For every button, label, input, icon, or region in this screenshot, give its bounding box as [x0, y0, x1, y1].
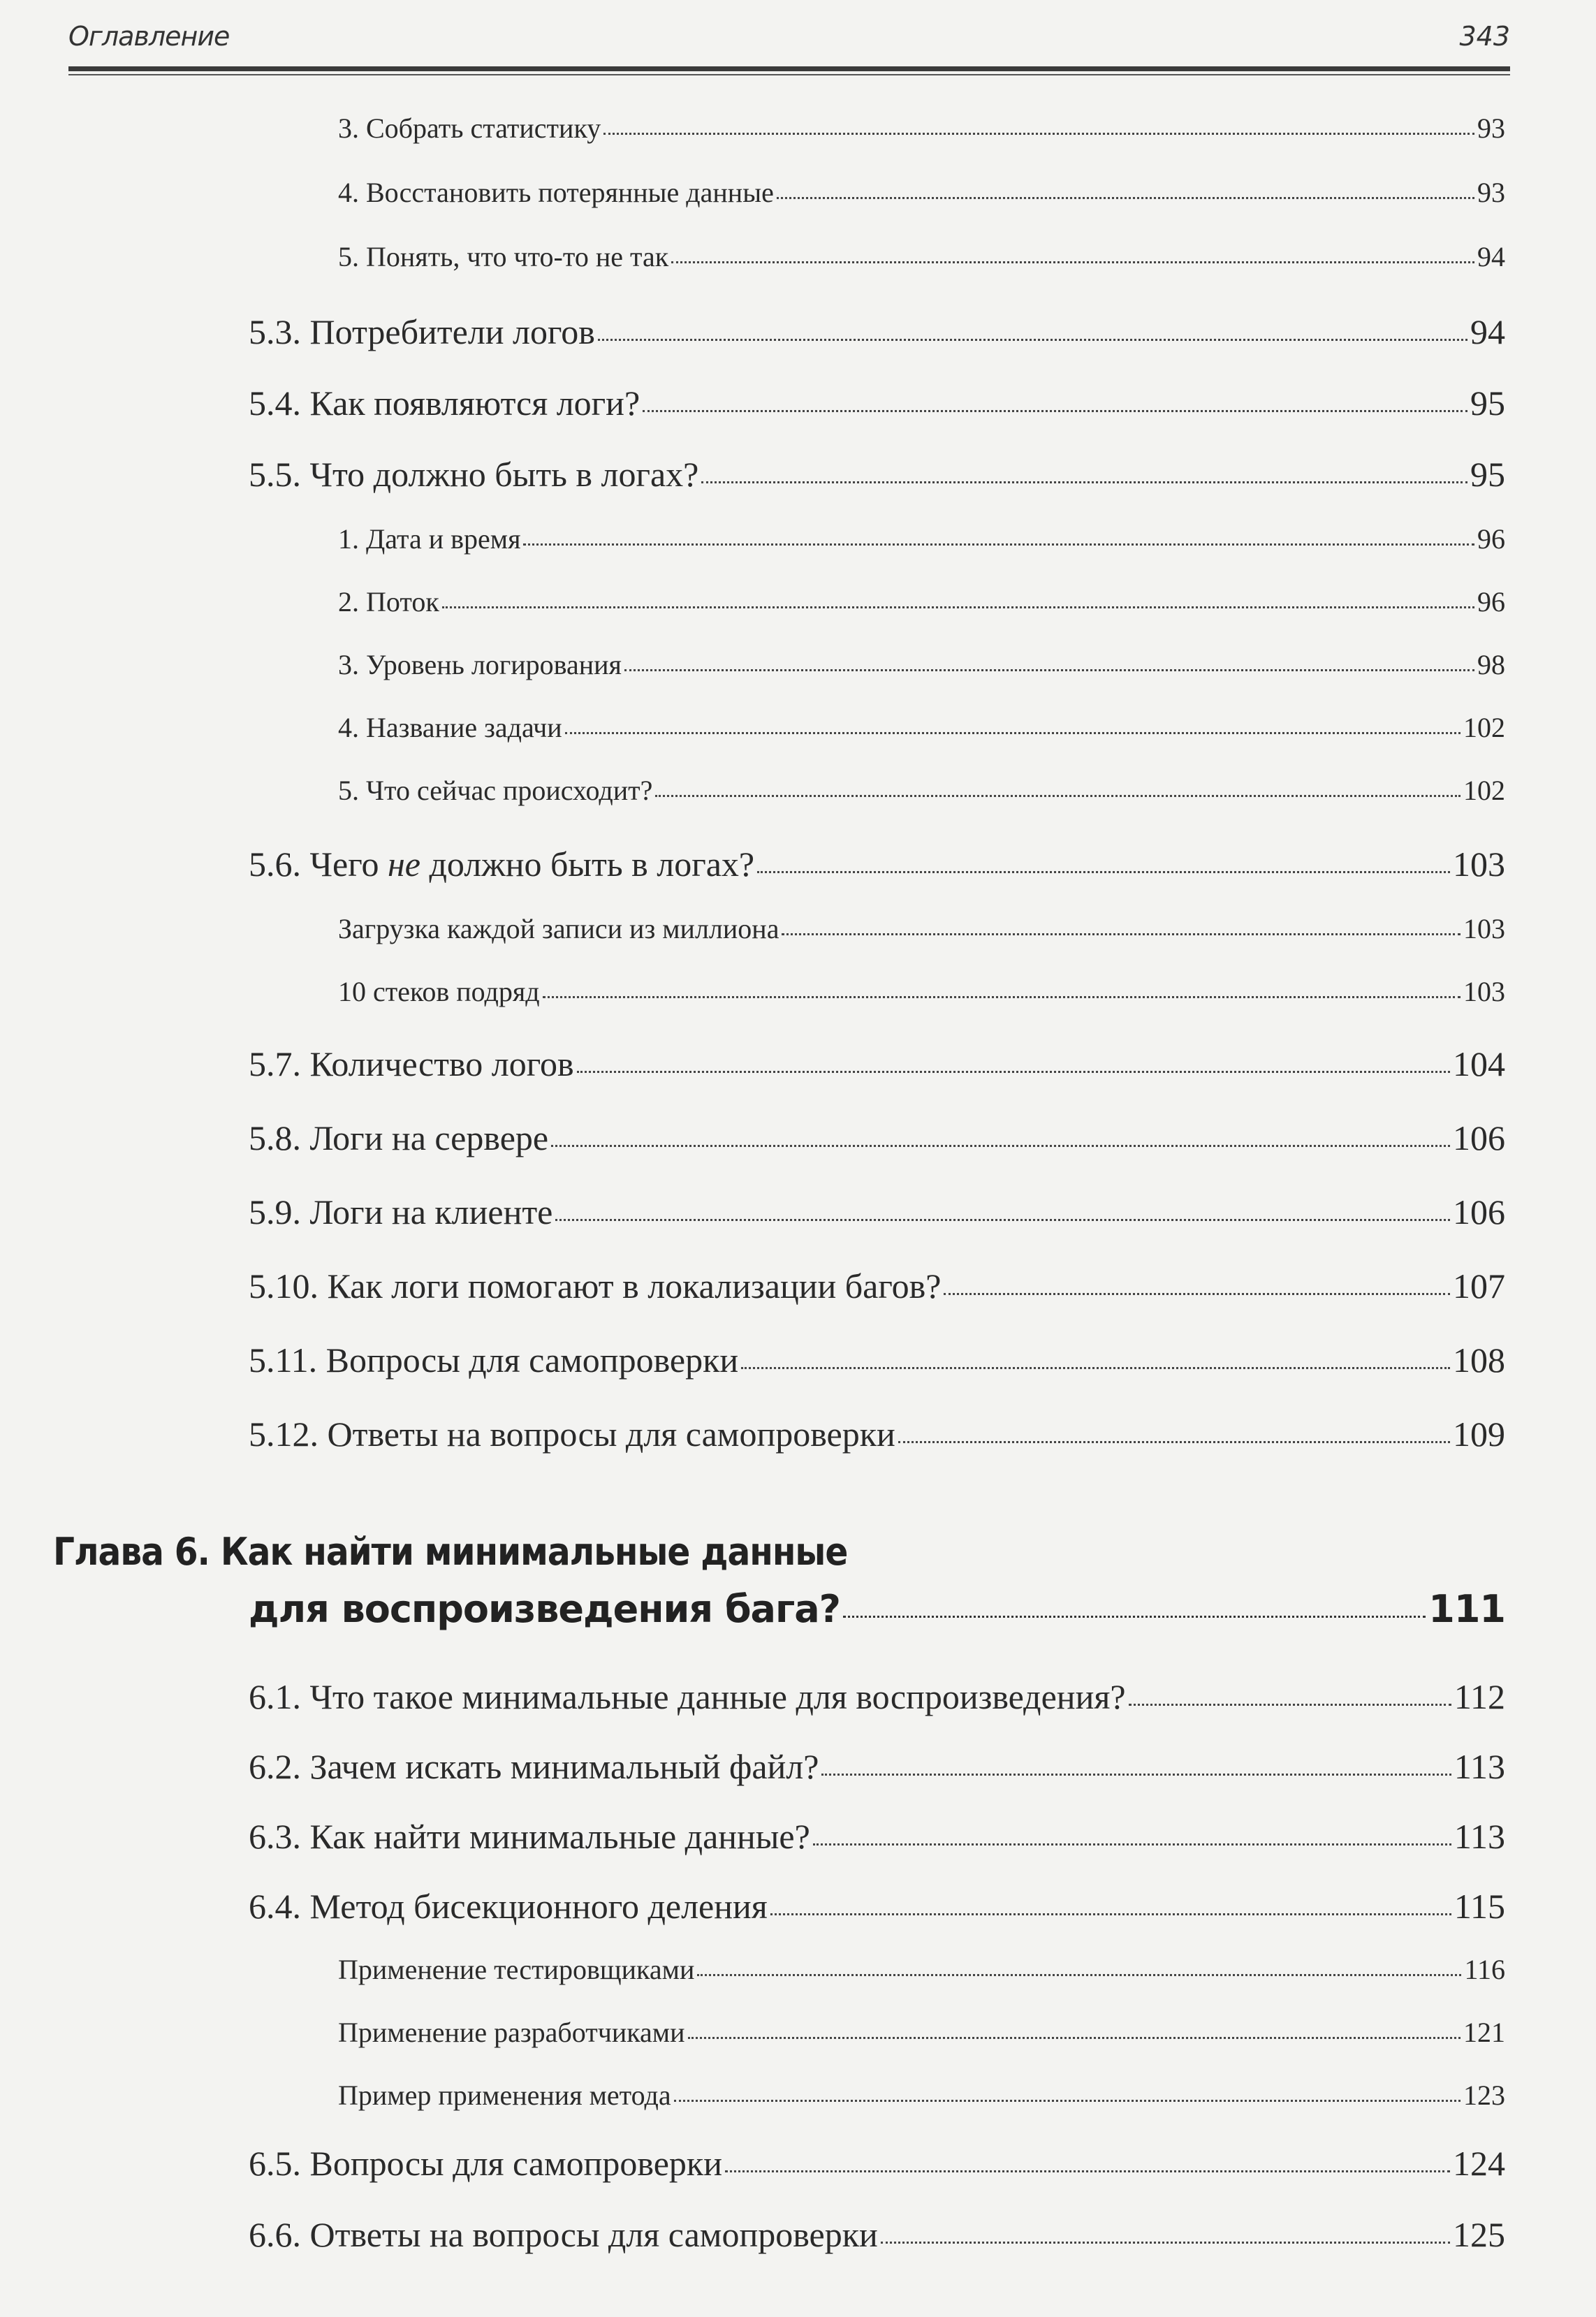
leader-dots — [565, 732, 1460, 734]
toc-entry-page: 104 — [1453, 1044, 1505, 1083]
leader-dots — [655, 795, 1460, 797]
toc-entry-label: Применение разработчиками — [338, 2017, 685, 2048]
toc-entry-page: 96 — [1477, 523, 1505, 555]
toc-entry-page: 108 — [1453, 1340, 1505, 1380]
leader-dots — [598, 339, 1467, 341]
toc-entry-label: Пример применения метода — [338, 2080, 671, 2111]
toc-entry[interactable] — [249, 1414, 1505, 1454]
toc-entry[interactable] — [338, 975, 1505, 1008]
toc-entry-page: 103 — [1463, 913, 1505, 944]
toc-entry[interactable] — [249, 1676, 1505, 1717]
toc-entry-label: 5.9. Логи на клиенте — [249, 1192, 553, 1231]
toc-entry[interactable] — [338, 1953, 1505, 1986]
leader-dots — [624, 669, 1474, 671]
toc-entry-label: 5.5. Что должно быть в логах? — [249, 455, 699, 494]
leader-dots — [603, 133, 1474, 135]
toc-entry-page: 115 — [1454, 1887, 1505, 1926]
toc-entry[interactable] — [338, 240, 1505, 273]
toc-entry-label: 5.11. Вопросы для самопроверки — [249, 1340, 739, 1380]
toc-entry-page: 103 — [1463, 976, 1505, 1007]
toc-entry[interactable] — [249, 1816, 1505, 1857]
toc-entry-page: 94 — [1470, 312, 1505, 351]
leader-dots — [555, 1219, 1450, 1221]
leader-dots — [770, 1913, 1451, 1915]
toc-entry-label: 5.3. Потребители логов — [249, 312, 595, 351]
toc-entry-label: Загрузка каждой записи из миллиона — [338, 913, 779, 944]
toc-entry-page: 109 — [1453, 1415, 1505, 1454]
leader-dots — [523, 543, 1474, 546]
toc-entry-label: 5.8. Логи на сервере — [249, 1118, 549, 1157]
toc-entry-label: 5.10. Как логи помогают в локализации багов? — [249, 1266, 942, 1306]
toc-entry[interactable] — [338, 2016, 1505, 2049]
label-italic: не — [387, 845, 420, 884]
toc-entry[interactable] — [338, 774, 1505, 807]
toc-entry[interactable] — [338, 112, 1505, 145]
toc-entry-label: 2. Поток — [338, 586, 439, 617]
toc-entry-page: 124 — [1453, 2144, 1505, 2183]
leader-dots — [898, 1441, 1450, 1443]
chapter-page: 111 — [1428, 1587, 1505, 1631]
toc-entry[interactable] — [338, 711, 1505, 744]
toc-entry[interactable] — [249, 1746, 1505, 1787]
toc-entry-page: 107 — [1453, 1266, 1505, 1306]
toc-entry-page: 95 — [1470, 383, 1505, 423]
running-header — [68, 21, 1510, 64]
toc-entry-label: 6.1. Что такое минимальные данные для воспроизведения? — [249, 1677, 1126, 1716]
toc-entry-page: 106 — [1453, 1118, 1505, 1157]
leader-dots — [821, 1774, 1451, 1776]
leader-dots — [881, 2242, 1450, 2244]
toc-entry[interactable] — [249, 1044, 1505, 1084]
toc-entry-page: 121 — [1463, 2017, 1505, 2048]
toc-entry-page: 113 — [1454, 1817, 1505, 1856]
toc-entry-label: 5. Что сейчас происходит? — [338, 775, 653, 806]
leader-dots — [697, 1974, 1461, 1976]
toc-entry[interactable] — [338, 585, 1505, 618]
leader-dots — [757, 871, 1450, 873]
toc-entry-label — [249, 844, 754, 884]
leader-dots — [725, 2170, 1450, 2172]
toc-entry[interactable] — [338, 2079, 1505, 2112]
toc-entry-label: 4. Название задачи — [338, 712, 562, 743]
toc-entry-label: 5.7. Количество логов — [249, 1044, 574, 1083]
toc-entry[interactable] — [249, 1266, 1505, 1306]
toc-entry[interactable] — [249, 1192, 1505, 1232]
leader-dots — [777, 197, 1474, 199]
toc-entry-label: 3. Собрать статистику — [338, 112, 601, 144]
leader-dots — [782, 933, 1460, 935]
leader-dots — [671, 261, 1474, 263]
toc-entry[interactable] — [249, 1118, 1505, 1158]
leader-dots — [577, 1071, 1450, 1073]
toc-entry[interactable] — [249, 454, 1505, 495]
toc-entry[interactable] — [338, 912, 1505, 945]
leader-dots — [688, 2037, 1460, 2039]
toc-entry-page: 94 — [1477, 241, 1505, 272]
toc-entry[interactable] — [249, 1340, 1505, 1380]
chapter-heading-continuation[interactable] — [249, 1587, 1505, 1631]
toc-entry-page: 93 — [1477, 112, 1505, 144]
toc-entry-label: 5.4. Как появляются логи? — [249, 383, 640, 423]
toc-entry-page: 103 — [1453, 845, 1505, 884]
leader-dots — [674, 2100, 1460, 2102]
toc-entry[interactable] — [249, 312, 1505, 352]
toc-entry-page: 106 — [1453, 1192, 1505, 1231]
toc-entry[interactable] — [249, 2214, 1505, 2255]
header-rule-thin — [68, 74, 1510, 75]
toc-entry[interactable] — [338, 176, 1505, 209]
toc-entry-label: 4. Восстановить потерянные данные — [338, 177, 774, 208]
header-page-number: 343 — [1459, 21, 1510, 52]
header-title: Оглавление — [68, 21, 230, 52]
toc-entry-label: 10 стеков подряд — [338, 976, 540, 1007]
leader-dots — [442, 606, 1474, 608]
toc-entry[interactable] — [249, 1886, 1505, 1927]
toc-entry-page: 116 — [1464, 1954, 1505, 1985]
label-suffix: должно быть в логах? — [420, 845, 755, 884]
toc-entry[interactable] — [338, 648, 1505, 681]
toc-entry-page: 95 — [1470, 455, 1505, 494]
toc-entry-label: 6.5. Вопросы для самопроверки — [249, 2144, 722, 2183]
toc-entry-label: 6.2. Зачем искать минимальный файл? — [249, 1747, 819, 1786]
toc-entry-label: 1. Дата и время — [338, 523, 521, 555]
leader-dots — [741, 1367, 1450, 1369]
toc-entry-page: 102 — [1463, 712, 1505, 743]
toc-entry-label: 6.4. Метод бисекционного деления — [249, 1887, 768, 1926]
chapter-heading[interactable]: Глава 6. Как найти минимальные данные — [53, 1530, 848, 1574]
toc-entry-page: 123 — [1463, 2080, 1505, 2111]
chapter-heading-line2: для воспроизведения бага? — [249, 1587, 840, 1631]
toc-entry-page: 125 — [1453, 2215, 1505, 2254]
toc-entry-page: 96 — [1477, 586, 1505, 617]
leader-dots — [813, 1843, 1451, 1845]
leader-dots — [1129, 1704, 1451, 1706]
toc-entry[interactable] — [249, 844, 1505, 884]
toc-entry-page: 112 — [1454, 1677, 1505, 1716]
leader-dots — [543, 996, 1460, 998]
leader-dots — [643, 410, 1467, 412]
toc-entry-label: 6.6. Ответы на вопросы для самопроверки — [249, 2215, 878, 2254]
toc-entry[interactable] — [338, 522, 1505, 555]
toc-entry-label: 6.3. Как найти минимальные данные? — [249, 1817, 810, 1856]
toc-entry-page: 102 — [1463, 775, 1505, 806]
toc-entry-label: 5. Понять, что что-то не так — [338, 241, 669, 272]
toc-entry-page: 113 — [1454, 1747, 1505, 1786]
toc-entry-label: 3. Уровень логирования — [338, 649, 622, 680]
leader-dots — [843, 1616, 1426, 1618]
header-rule-thick — [68, 66, 1510, 71]
toc-entry-label: Применение тестировщиками — [338, 1954, 695, 1985]
leader-dots — [701, 481, 1467, 483]
toc-entry-page: 93 — [1477, 177, 1505, 208]
toc-entry-page: 98 — [1477, 649, 1505, 680]
toc-entry-label: 5.12. Ответы на вопросы для самопроверки — [249, 1415, 895, 1454]
toc-entry[interactable] — [249, 2143, 1505, 2184]
leader-dots — [551, 1145, 1450, 1147]
label-prefix: 5.6. Чего — [249, 845, 388, 884]
toc-entry[interactable] — [249, 383, 1505, 423]
leader-dots — [944, 1293, 1450, 1295]
